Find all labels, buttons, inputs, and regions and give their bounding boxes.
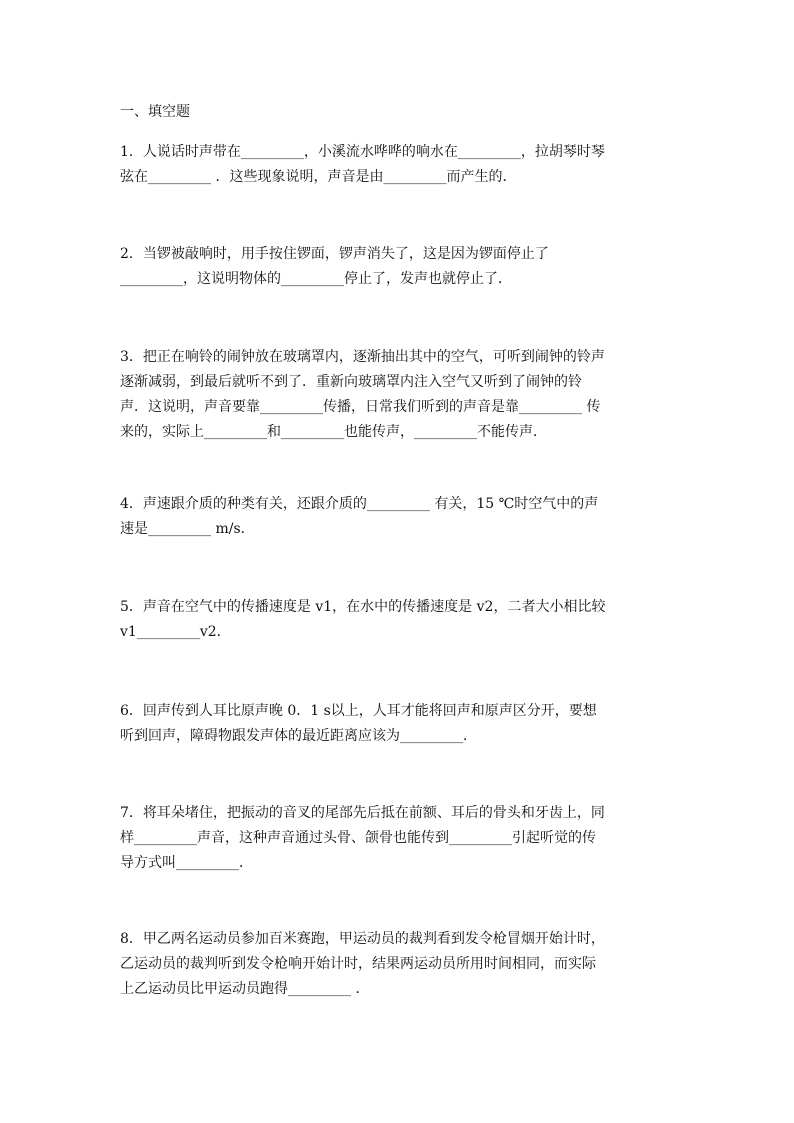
question-5 <box>120 595 605 645</box>
question-line: 5．声音在空气中的传播速度是 v1，在水中的传播速度是 v2，二者大小相比较 <box>120 599 606 615</box>
question-2 <box>120 242 549 292</box>
question-line: v1_________v2． <box>120 624 231 640</box>
question-line: 上乙运动员比甲运动员跑得_________ ． <box>120 981 370 997</box>
question-line: 4．声速跟介质的种类有关，还跟介质的_________ 有关，15 ℃时空气中的声 <box>120 496 599 512</box>
question-line: 速是_________ m/s． <box>120 521 255 537</box>
section-title: 一、填空题 <box>120 104 190 120</box>
question-line: 样_________声音，这种声音通过头骨、颌骨也能传到_________引起听觉的传 <box>120 830 596 846</box>
question-6 <box>120 699 597 749</box>
question-line: 6．回声传到人耳比原声晚 0．1 s以上，人耳才能将回声和原声区分开，要想 <box>120 703 597 719</box>
question-7 <box>120 801 605 876</box>
question-1 <box>120 140 605 190</box>
question-3 <box>120 345 605 445</box>
question-line: 2．当锣被敲响时，用手按住锣面，锣声消失了，这是因为锣面停止了 <box>120 246 549 262</box>
question-line: 弦在_________ ．这些现象说明，声音是由_________而产生的． <box>120 169 517 185</box>
question-line: 导方式叫_________． <box>120 855 253 871</box>
question-line: 来的，实际上_________和_________也能传声，_________不能传声． <box>120 424 547 440</box>
question-line: 3．把正在响铃的闹钟放在玻璃罩内，逐渐抽出其中的空气，可听到闹钟的铃声 <box>120 349 605 365</box>
question-8 <box>120 927 605 1002</box>
question-line: 7．将耳朵堵住，把振动的音叉的尾部先后抵在前额、耳后的骨头和牙齿上，同 <box>120 805 605 821</box>
question-4 <box>120 492 598 542</box>
document-content <box>120 101 680 997</box>
question-line: 乙运动员的裁判听到发令枪响开始计时，结果两运动员所用时间相同，而实际 <box>120 956 596 972</box>
question-line: 听到回声，障碍物跟发声体的最近距离应该为_________． <box>120 728 477 744</box>
question-line: 8．甲乙两名运动员参加百米赛跑，甲运动员的裁判看到发令枪冒烟开始计时， <box>120 931 605 947</box>
question-line: 逐渐减弱，到最后就听不到了．重新向玻璃罩内注入空气又听到了闹钟的铃 <box>120 374 582 390</box>
question-line: _________，这说明物体的_________停止了，发声也就停止了． <box>120 271 512 287</box>
question-line: 1．人说话时声带在_________，小溪流水哗哗的响水在_________，拉胡琴时琴 <box>120 144 605 160</box>
question-line: 声．这说明，声音要靠_________传播，日常我们听到的声音是靠_________ 传 <box>120 399 601 415</box>
